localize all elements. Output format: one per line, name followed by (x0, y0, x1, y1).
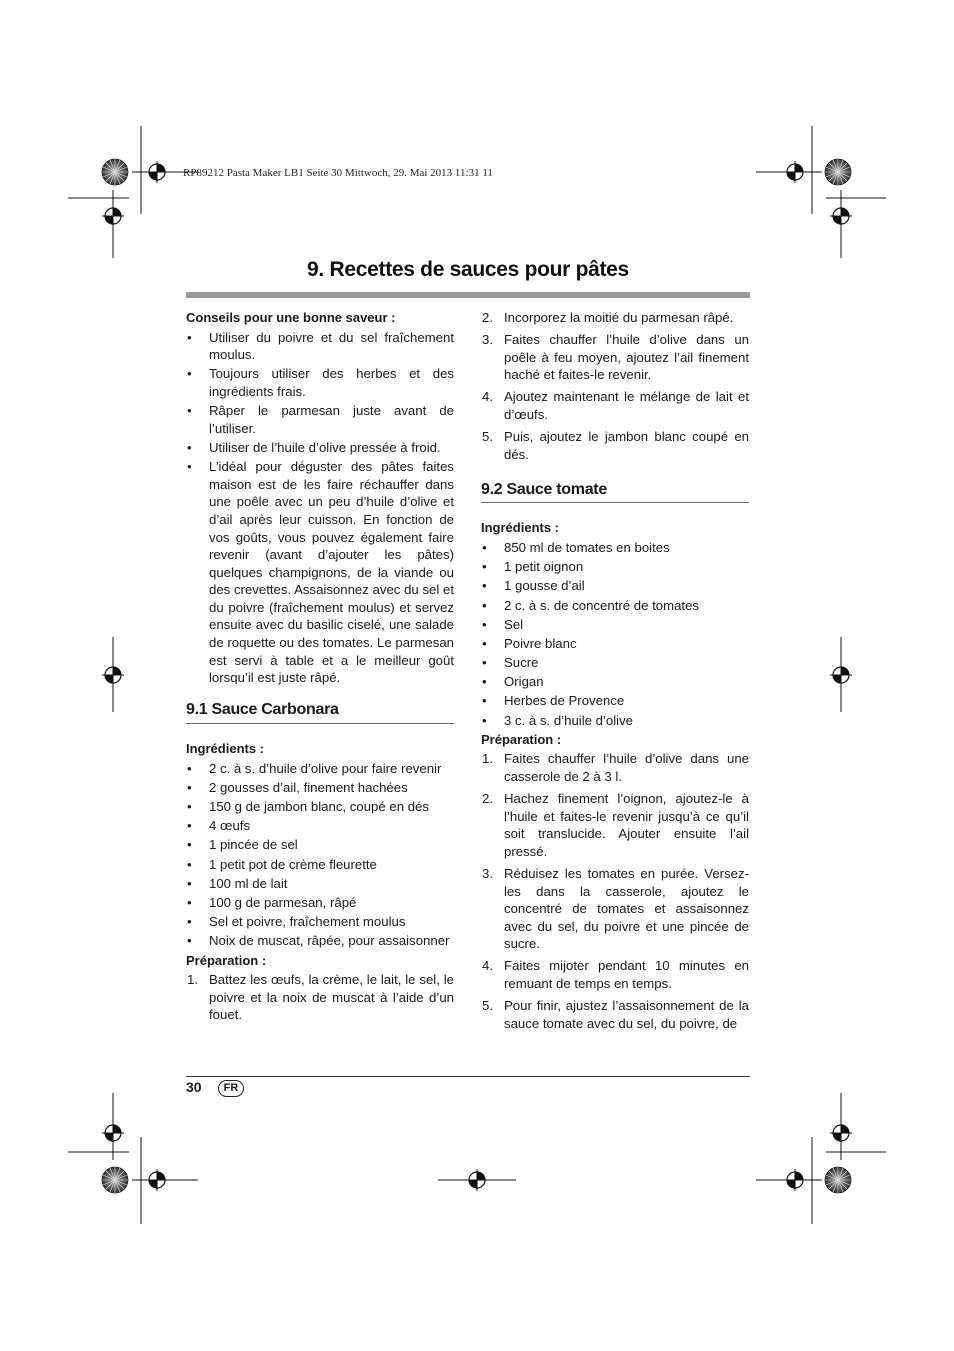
bullet-icon: • (482, 693, 487, 709)
bullet-icon: • (187, 366, 192, 382)
carbonara-ingredients-list (186, 760, 454, 950)
print-header: RP89212 Pasta Maker LB1 Seite 30 Mittwoch, 29. Mai 2013 11:31 11 (183, 167, 493, 179)
list-item: • 100 g de parmesan, râpé (187, 894, 357, 910)
carbonara-steps-list (186, 971, 454, 1024)
list-item: • Noix de muscat, râpée, pour assaisonner (187, 933, 450, 949)
list-item: • 1 petit pot de crème fleurette (187, 856, 377, 872)
list-item: • 2 gousses d’ail, finement hachées (187, 779, 408, 795)
bullet-icon: • (187, 914, 192, 930)
tomato-steps-list (481, 750, 749, 1032)
list-item: • 850 ml de tomates en boites (482, 539, 670, 555)
bullet-icon: • (482, 559, 487, 575)
bullet-icon: • (482, 539, 487, 555)
ingredients-label: Ingrédients : (186, 741, 265, 757)
step-number: 3. (482, 865, 493, 881)
list-item: • Poivre blanc (482, 635, 577, 651)
list-item: • Râper le parmesan juste avant de l’utiliser. (187, 403, 454, 436)
list-item: • 3 c. à s. d’huile d’olive (482, 712, 634, 728)
list-item: • Toujours utiliser des herbes et des ingrédients frais. (187, 366, 454, 399)
step-number: 1. (187, 972, 198, 988)
title-rule (186, 292, 750, 298)
preparation-label: Préparation : (481, 731, 562, 747)
bullet-icon: • (187, 779, 192, 795)
ingredients-label: Ingrédients : (481, 520, 560, 536)
list-item: • Utiliser du poivre et du sel fraîchement moulus. (187, 329, 454, 363)
list-item: 1. Faites chauffer l’huile d’olive dans une casserole de 2 à 3 l. (482, 751, 749, 784)
bullet-icon: • (187, 403, 192, 419)
bullet-icon: • (482, 597, 487, 613)
list-item: • Sucre (482, 655, 539, 671)
bullet-icon: • (482, 616, 487, 632)
list-item: • 1 gousse d’ail (482, 578, 585, 594)
list-item: • Herbes de Provence (482, 693, 625, 709)
bullet-icon: • (187, 875, 192, 891)
right-column (481, 309, 749, 1037)
step-number: 1. (482, 751, 493, 767)
step-number: 5. (482, 429, 493, 445)
tomato-ingredients-list (481, 539, 749, 729)
list-item: 4. Ajoutez maintenant le mélange de lait et d’œufs. (482, 389, 749, 422)
list-item: 5. Puis, ajoutez le jambon blanc coupé en dés. (482, 429, 749, 462)
list-item: 3. Réduisez les tomates en purée. Versez-les dans la casserole, ajoutez le concentré de tomates et assaisonnez avec du sel, du poivre et une pincée de sucre. (482, 865, 749, 952)
language-badge: FR (218, 1080, 244, 1097)
tips-list (186, 329, 454, 687)
step-number: 2. (482, 791, 493, 807)
list-item: • 100 ml de lait (187, 875, 288, 891)
list-item: • Sel (482, 616, 524, 632)
carbonara-steps-continued (481, 309, 749, 463)
bullet-icon: • (187, 933, 192, 949)
list-item: • 1 pincée de sel (187, 837, 298, 853)
list-item: • 1 petit oignon (482, 559, 584, 575)
page-title: 9. Recettes de sauces pour pâtes (307, 258, 629, 281)
list-item: • 150 g de jambon blanc, coupé en dés (187, 799, 429, 814)
tips-heading: Conseils pour une bonne saveur : (186, 310, 396, 325)
bullet-icon: • (482, 674, 487, 690)
bullet-icon: • (187, 856, 192, 872)
list-item: • Sel et poivre, fraîchement moulus (187, 914, 406, 930)
list-item: 4. Faites mijoter pendant 10 minutes en remuant de temps en temps. (482, 958, 749, 992)
footer-rule (186, 1076, 750, 1077)
list-item: • 4 œufs (187, 818, 251, 834)
list-item: • 2 c. à s. de concentré de tomates (482, 597, 699, 613)
list-item: • 2 c. à s. d’huile d’olive pour faire revenir (187, 760, 442, 776)
list-item: 1. Battez les œufs, la crème, le lait, le sel, le poivre et la noix de muscat à l’aide d’un fouet. (187, 972, 454, 1023)
bullet-icon: • (187, 818, 192, 834)
list-item: • Utiliser de l’huile d’olive pressée à froid. (187, 439, 441, 455)
left-column (186, 309, 454, 1028)
list-item: 2. Incorporez la moitié du parmesan râpé. (482, 310, 734, 325)
preparation-label: Préparation : (186, 952, 267, 968)
bullet-icon: • (187, 837, 192, 853)
bullet-icon: • (482, 578, 487, 594)
section-title-tomato: 9.2 Sauce tomate (481, 481, 749, 504)
section-title-carbonara: 9.1 Sauce Carbonara (186, 701, 454, 724)
bullet-icon: • (482, 712, 487, 728)
list-item: 3. Faites chauffer l’huile d’olive dans un poêle à feu moyen, ajoutez l’ail finement haché et faites-le revenir. (482, 332, 749, 383)
step-number: 3. (482, 332, 493, 348)
list-item: 5. Pour finir, ajustez l’assaisonnement de la sauce tomate avec du sel, du poivre, de (482, 998, 749, 1031)
list-item: • L’idéal pour déguster des pâtes faites maison est de les faire réchauffer dans une poêle avec un peu d’huile d’olive et d’ail après leur cuisson. En fonction de vos goûts, vous pouvez également faire revenir (avant d’ajouter les pâtes) quelques champignons, de la viande ou des crevettes. Assaisonnez avec du sel et du poivre (fraîchement moulus) et servez ensuite avec du basilic ciselé, une salade de roquette ou des tomates. Le parmesan est servi à table et a le meilleur goût lorsqu’il est juste râpé. (187, 459, 454, 686)
bullet-icon: • (187, 799, 192, 814)
list-item: 2. Hachez finement l’oignon, ajoutez-le à l’huile et faites-le revenir jusqu’à ce qu’il soit translucide. Ajouter ensuite l’ail pressé. (482, 791, 749, 859)
step-number: 5. (482, 998, 493, 1014)
bullet-icon: • (482, 655, 487, 671)
step-number: 4. (482, 389, 493, 405)
page-number: 30 (186, 1079, 202, 1095)
step-number: 2. (482, 310, 493, 325)
bullet-icon: • (482, 635, 487, 651)
bullet-icon: • (187, 439, 192, 455)
step-number: 4. (482, 958, 493, 974)
bullet-icon: • (187, 894, 192, 910)
bullet-icon: • (187, 459, 192, 475)
list-item: • Origan (482, 674, 544, 690)
bullet-icon: • (187, 760, 192, 776)
bullet-icon: • (187, 329, 192, 345)
